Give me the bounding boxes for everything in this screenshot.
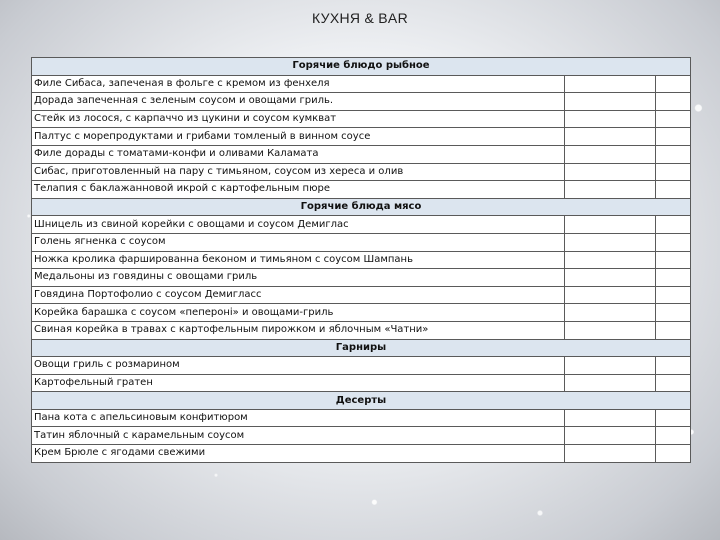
- dish-name: Свиная корейка в травах с картофельным пирожком и яблочным «Чатни»: [32, 321, 565, 339]
- dish-name: Дорада запеченная с зеленым соусом и овощами гриль.: [32, 93, 565, 111]
- section-header-row: [32, 392, 691, 410]
- empty-cell: [656, 128, 691, 146]
- empty-cell: [656, 233, 691, 251]
- empty-cell: [565, 163, 656, 181]
- menu-item-row: [32, 427, 691, 445]
- menu-item-row: [32, 110, 691, 128]
- empty-cell: [565, 145, 656, 163]
- empty-cell: [565, 445, 656, 463]
- dish-name: Говядина Портофолио с соусом Демигласс: [32, 286, 565, 304]
- dish-name: Крем Брюле с ягодами свежими: [32, 445, 565, 463]
- menu-item-row: [32, 75, 691, 93]
- dish-name: Филе Сибаса, запеченая в фольге с кремом из фенхеля: [32, 75, 565, 93]
- menu-item-row: [32, 93, 691, 111]
- menu-item-row: [32, 357, 691, 375]
- dish-name: Ножка кролика фаршированна беконом и тимьяном с соусом Шампань: [32, 251, 565, 269]
- empty-cell: [565, 374, 656, 392]
- empty-cell: [565, 251, 656, 269]
- menu-item-row: [32, 163, 691, 181]
- empty-cell: [565, 409, 656, 427]
- section-header-row: [32, 198, 691, 216]
- empty-cell: [656, 304, 691, 322]
- empty-cell: [565, 427, 656, 445]
- empty-cell: [656, 374, 691, 392]
- empty-cell: [656, 181, 691, 199]
- menu-item-row: [32, 145, 691, 163]
- dish-name: Корейка барашка с соусом «пепероні» и овощами-гриль: [32, 304, 565, 322]
- empty-cell: [565, 233, 656, 251]
- empty-cell: [656, 286, 691, 304]
- empty-cell: [565, 304, 656, 322]
- dish-name: Медальоны из говядины с овощами гриль: [32, 269, 565, 287]
- empty-cell: [656, 357, 691, 375]
- menu-item-row: [32, 286, 691, 304]
- section-heading: Горячие блюдо рыбное: [32, 58, 691, 76]
- empty-cell: [656, 321, 691, 339]
- empty-cell: [656, 163, 691, 181]
- empty-cell: [656, 269, 691, 287]
- menu-item-row: [32, 181, 691, 199]
- section-heading: Горячие блюда мясо: [32, 198, 691, 216]
- dish-name: Овощи гриль с розмарином: [32, 357, 565, 375]
- empty-cell: [656, 216, 691, 234]
- empty-cell: [656, 93, 691, 111]
- empty-cell: [565, 321, 656, 339]
- menu-item-row: [32, 321, 691, 339]
- menu-item-row: [32, 128, 691, 146]
- dish-name: Стейк из лосося, с карпаччо из цукини и соусом кумкват: [32, 110, 565, 128]
- empty-cell: [656, 251, 691, 269]
- section-heading: Десерты: [32, 392, 691, 410]
- dish-name: Голень ягненка с соусом: [32, 233, 565, 251]
- section-header-row: [32, 58, 691, 76]
- empty-cell: [656, 145, 691, 163]
- empty-cell: [565, 269, 656, 287]
- menu-item-row: [32, 409, 691, 427]
- empty-cell: [565, 216, 656, 234]
- menu-item-row: [32, 445, 691, 463]
- dish-name: Телапия с баклажанновой икрой с картофельным пюре: [32, 181, 565, 199]
- section-header-row: [32, 339, 691, 357]
- menu-item-row: [32, 304, 691, 322]
- empty-cell: [565, 75, 656, 93]
- empty-cell: [565, 286, 656, 304]
- menu-table-body: [32, 58, 691, 463]
- section-heading: Гарниры: [32, 339, 691, 357]
- menu-item-row: [32, 374, 691, 392]
- empty-cell: [656, 409, 691, 427]
- dish-name: Шницель из свиной корейки с овощами и соусом Демиглас: [32, 216, 565, 234]
- empty-cell: [656, 445, 691, 463]
- empty-cell: [565, 128, 656, 146]
- page-title: КУХНЯ & BAR: [312, 10, 408, 26]
- empty-cell: [565, 93, 656, 111]
- menu-item-row: [32, 269, 691, 287]
- dish-name: Сибас, приготовленный на пару с тимьяном, соусом из хереса и олив: [32, 163, 565, 181]
- dish-name: Пана кота с апельсиновым конфитюром: [32, 409, 565, 427]
- empty-cell: [565, 181, 656, 199]
- dish-name: Палтус с морепродуктами и грибами томленый в винном соусе: [32, 128, 565, 146]
- menu-item-row: [32, 251, 691, 269]
- dish-name: Филе дорады с томатами-конфи и оливами Каламата: [32, 145, 565, 163]
- menu-item-row: [32, 233, 691, 251]
- menu-table: [31, 57, 691, 463]
- dish-name: Картофельный гратен: [32, 374, 565, 392]
- empty-cell: [656, 110, 691, 128]
- empty-cell: [656, 427, 691, 445]
- menu-item-row: [32, 216, 691, 234]
- empty-cell: [565, 357, 656, 375]
- dish-name: Татин яблочный с карамельным соусом: [32, 427, 565, 445]
- empty-cell: [656, 75, 691, 93]
- empty-cell: [565, 110, 656, 128]
